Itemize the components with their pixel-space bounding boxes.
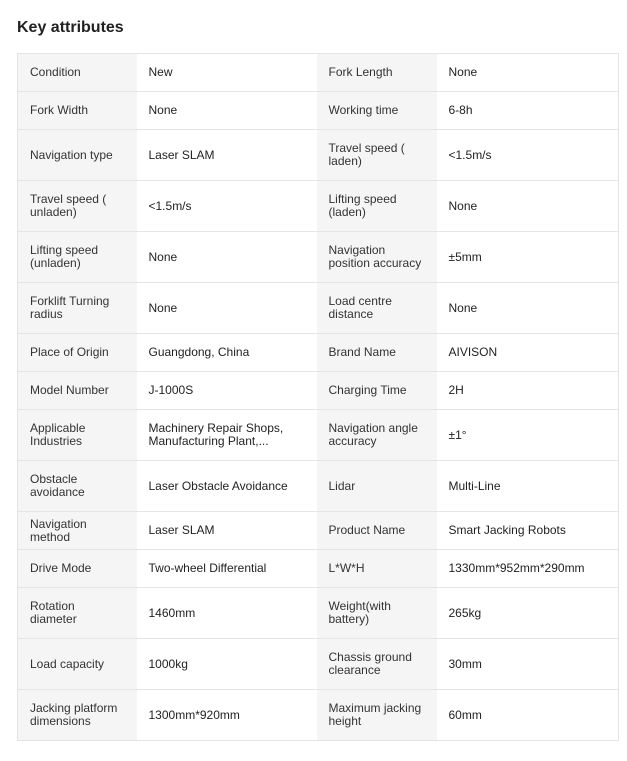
attribute-value: 1330mm*952mm*290mm	[437, 550, 619, 588]
attribute-name: Navigation position accuracy	[317, 232, 437, 283]
attribute-value: None	[437, 283, 619, 334]
attribute-value: 6-8h	[437, 92, 619, 130]
attribute-value: Laser SLAM	[137, 512, 317, 550]
attribute-row	[18, 410, 619, 461]
attribute-row	[18, 550, 619, 588]
attribute-name: Lidar	[317, 461, 437, 512]
attribute-row	[18, 461, 619, 512]
attribute-name: Model Number	[18, 372, 137, 410]
attribute-value: Laser SLAM	[137, 130, 317, 181]
attribute-value: J-1000S	[137, 372, 317, 410]
attribute-name: L*W*H	[317, 550, 437, 588]
attribute-row	[18, 588, 619, 639]
attribute-value: ±1°	[437, 410, 619, 461]
attribute-name: Load capacity	[18, 639, 137, 690]
attribute-row	[18, 512, 619, 550]
attribute-name: Travel speed ( laden)	[317, 130, 437, 181]
attribute-name: Working time	[317, 92, 437, 130]
attribute-name: Brand Name	[317, 334, 437, 372]
attribute-name: Navigation angle accuracy	[317, 410, 437, 461]
attribute-name: Forklift Turning radius	[18, 283, 137, 334]
attribute-value: Multi-Line	[437, 461, 619, 512]
attribute-value: Guangdong, China	[137, 334, 317, 372]
attribute-value: Machinery Repair Shops, Manufacturing Plant,...	[137, 410, 317, 461]
attribute-name: Chassis ground clearance	[317, 639, 437, 690]
attribute-name: Fork Width	[18, 92, 137, 130]
attribute-value: <1.5m/s	[137, 181, 317, 232]
attribute-value: AIVISON	[437, 334, 619, 372]
attribute-value: 30mm	[437, 639, 619, 690]
attribute-name: Charging Time	[317, 372, 437, 410]
attribute-name: Fork Length	[317, 54, 437, 92]
attribute-value: ±5mm	[437, 232, 619, 283]
attribute-row	[18, 372, 619, 410]
attribute-name: Drive Mode	[18, 550, 137, 588]
section-title: Key attributes	[17, 19, 124, 36]
attribute-value: 60mm	[437, 690, 619, 741]
key-attributes-table	[17, 53, 619, 741]
attribute-name: Place of Origin	[18, 334, 137, 372]
attribute-value: 265kg	[437, 588, 619, 639]
attribute-row	[18, 334, 619, 372]
attribute-value: 1460mm	[137, 588, 317, 639]
attribute-name: Jacking platform dimensions	[18, 690, 137, 741]
attribute-value: New	[137, 54, 317, 92]
attribute-value: None	[437, 181, 619, 232]
attribute-row	[18, 130, 619, 181]
attribute-name: Obstacle avoidance	[18, 461, 137, 512]
attribute-name: Maximum jacking height	[317, 690, 437, 741]
attribute-row	[18, 92, 619, 130]
attribute-value: 1000kg	[137, 639, 317, 690]
attribute-value: None	[137, 283, 317, 334]
attribute-name: Lifting speed (unladen)	[18, 232, 137, 283]
attribute-value: Smart Jacking Robots	[437, 512, 619, 550]
attribute-value: None	[137, 232, 317, 283]
attribute-name: Rotation diameter	[18, 588, 137, 639]
attribute-value: Two-wheel Differential	[137, 550, 317, 588]
attribute-name: Condition	[18, 54, 137, 92]
attribute-row	[18, 181, 619, 232]
attribute-row	[18, 639, 619, 690]
attribute-name: Navigation method	[18, 512, 137, 550]
attribute-row	[18, 690, 619, 741]
attribute-value: 1300mm*920mm	[137, 690, 317, 741]
attribute-name: Product Name	[317, 512, 437, 550]
attribute-name: Load centre distance	[317, 283, 437, 334]
attribute-value: 2H	[437, 372, 619, 410]
attribute-name: Travel speed ( unladen)	[18, 181, 137, 232]
attribute-value: Laser Obstacle Avoidance	[137, 461, 317, 512]
attribute-row	[18, 283, 619, 334]
attribute-name: Weight(with battery)	[317, 588, 437, 639]
attribute-name: Applicable Industries	[18, 410, 137, 461]
attribute-name: Navigation type	[18, 130, 137, 181]
attribute-value: None	[437, 54, 619, 92]
attribute-name: Lifting speed (laden)	[317, 181, 437, 232]
attribute-value: None	[137, 92, 317, 130]
attribute-row	[18, 54, 619, 92]
attribute-row	[18, 232, 619, 283]
attribute-value: <1.5m/s	[437, 130, 619, 181]
